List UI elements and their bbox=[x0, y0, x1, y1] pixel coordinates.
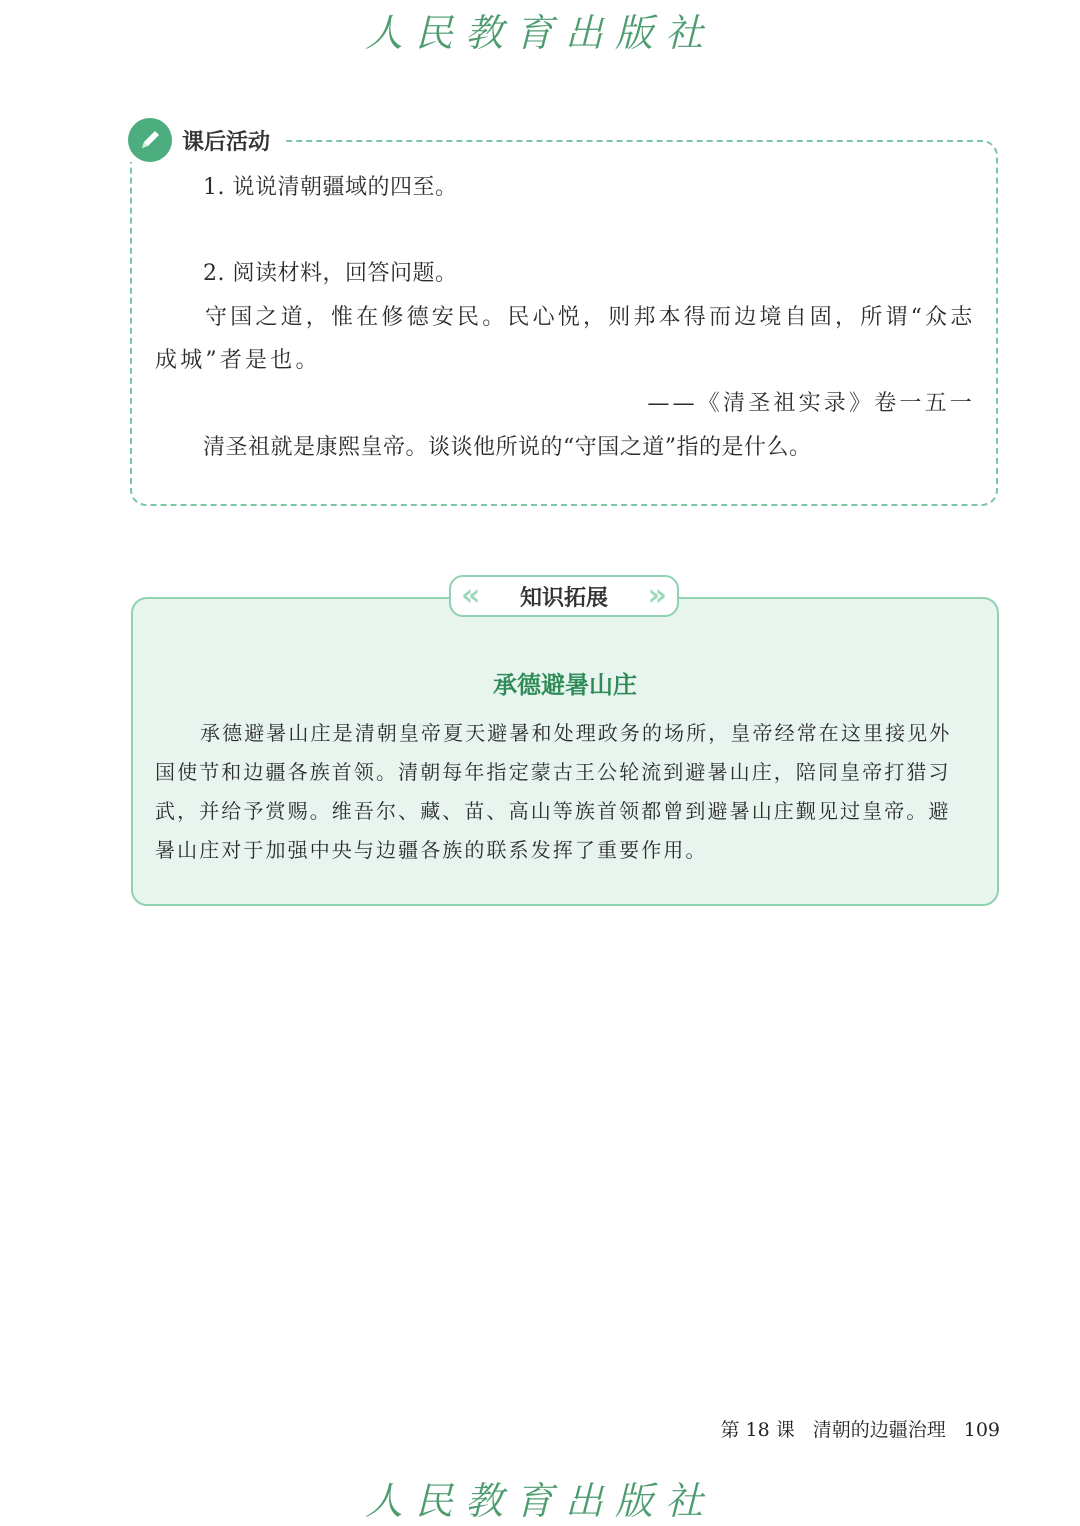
knowledge-tab-label: 知识拓展 bbox=[519, 585, 608, 611]
knowledge-paragraph-line: 国使节和边疆各族首领。清朝每年指定蒙古王公轮流到避暑山庄，陪同皇帝打猎习 bbox=[155, 760, 951, 784]
knowledge-tab bbox=[449, 575, 679, 617]
footer-lesson: 第 18 课 bbox=[720, 1419, 795, 1441]
quote-source: ——《清圣祖实录》卷一五一 bbox=[647, 391, 975, 416]
page-footer bbox=[0, 1415, 1000, 1442]
publisher-watermark-top: 人民教育出版社 bbox=[364, 11, 715, 55]
publisher-watermark-bottom: 人民教育出版社 bbox=[364, 1479, 715, 1523]
quote-line-2: 成城”者是也。 bbox=[155, 348, 321, 373]
quote-line-1: 守国之道，惟在修德安民。民心悦，则邦本得而边境自固，所谓“众志 bbox=[205, 305, 976, 330]
question-1: 1. 说说清朝疆域的四至。 bbox=[203, 175, 458, 200]
chevron-left-icon: « bbox=[461, 578, 481, 613]
page-number: 109 bbox=[963, 1419, 1000, 1441]
question-2-prompt: 清圣祖就是康熙皇帝。谈谈他所说的“守国之道”指的是什么。 bbox=[203, 435, 812, 460]
knowledge-paragraph-line: 武，并给予赏赐。维吾尔、藏、苗、高山等族首领都曾到避暑山庄觐见过皇帝。避 bbox=[155, 799, 951, 823]
activity-header bbox=[128, 118, 284, 162]
knowledge-paragraph-line: 暑山庄对于加强中央与边疆各族的联系发挥了重要作用。 bbox=[155, 838, 708, 862]
footer-lesson-title: 清朝的边疆治理 bbox=[812, 1419, 946, 1441]
activity-title: 课后活动 bbox=[182, 129, 271, 155]
knowledge-title: 承德避暑山庄 bbox=[493, 670, 637, 699]
question-2: 2. 阅读材料，回答问题。 bbox=[203, 261, 458, 286]
chevron-right-icon: » bbox=[647, 578, 667, 613]
pencil-check-icon bbox=[128, 118, 172, 162]
knowledge-paragraph-line: 承德避暑山庄是清朝皇帝夏天避暑和处理政务的场所，皇帝经常在这里接见外 bbox=[200, 721, 952, 745]
